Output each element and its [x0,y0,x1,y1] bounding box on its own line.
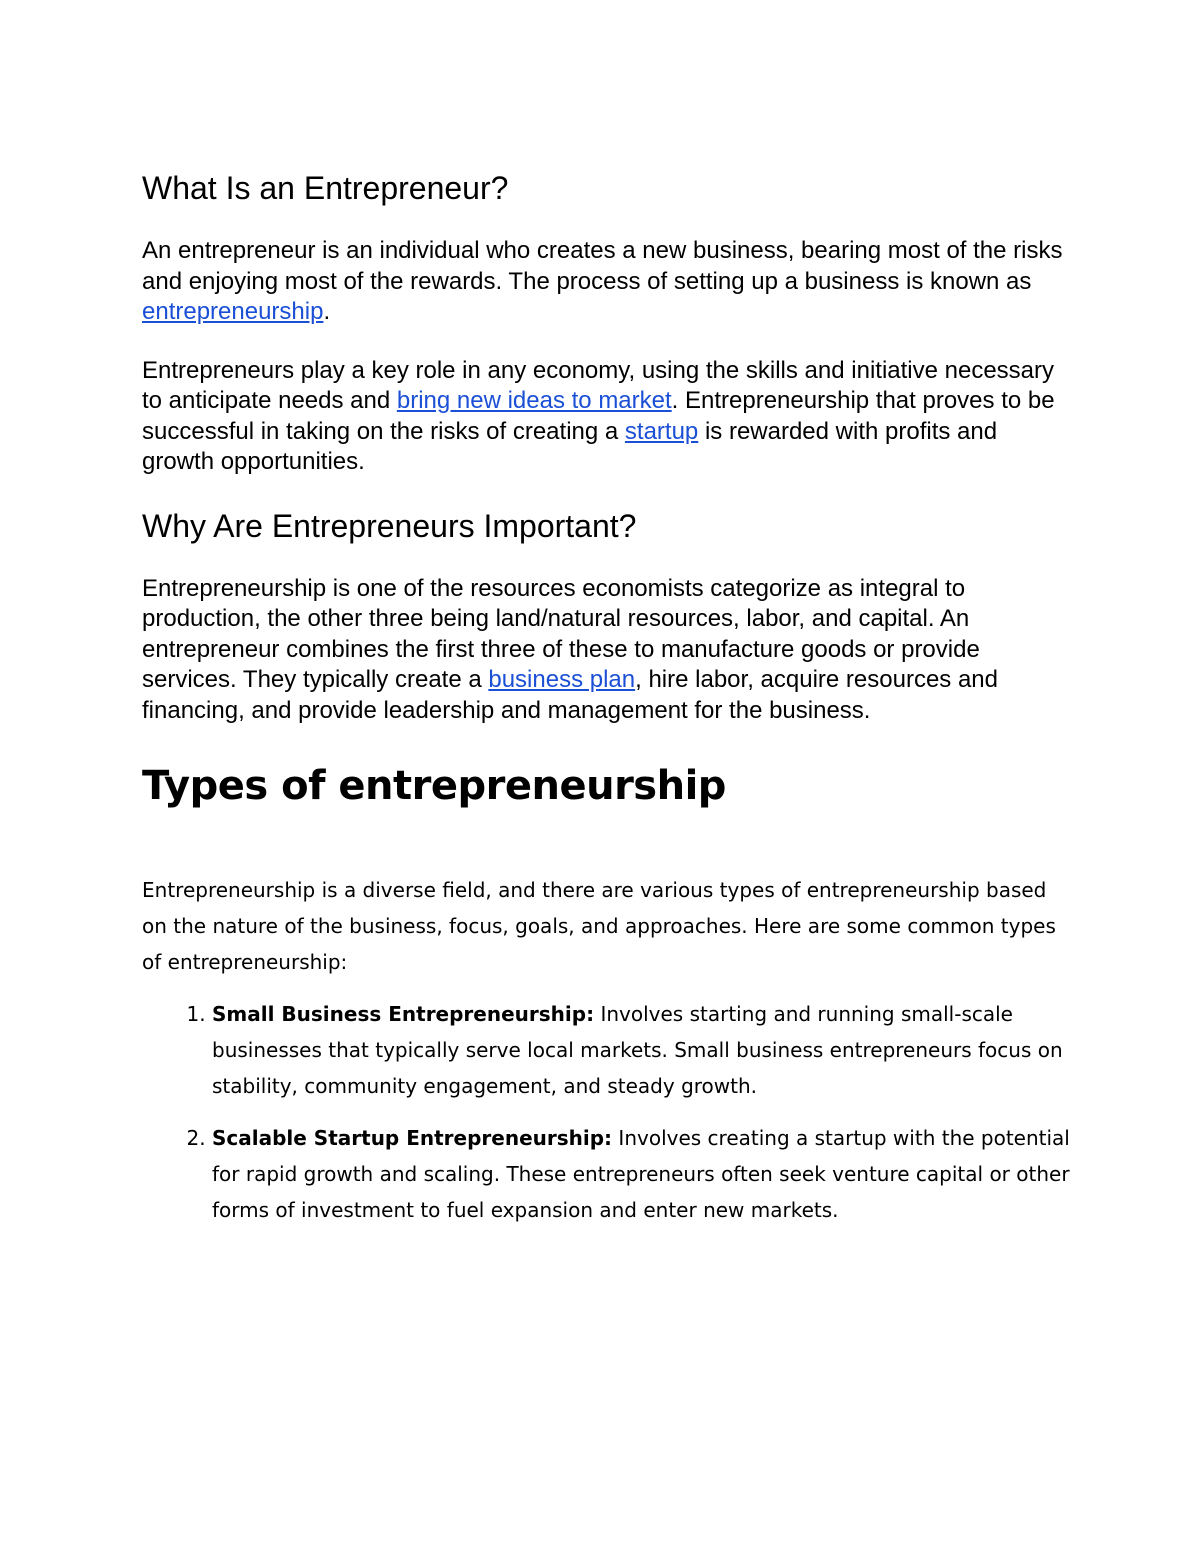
link-bring-new-ideas[interactable]: bring new ideas to market [396,387,672,414]
paragraph-text: Entrepreneurs play a key role in any economy, using the skills and initiative necessary to anticipate needs and [142,356,1055,414]
paragraph-role [142,356,1070,478]
list-item-title: Small Business Entrepreneurship: [212,1002,595,1026]
link-business-plan[interactable]: business plan [488,666,636,693]
paragraph-text: is rewarded with profits and growth opportunities. [142,417,998,475]
list-item-title: Scalable Startup Entrepreneurship: [212,1126,613,1150]
paragraph-text: Entrepreneurship is one of the resources economists categorize as integral to production, the other three being land/natural resources, labor, and capital. An entrepreneur combines the first three of these to manufacture goods or provide services. They typically create a [142,574,980,693]
heading-why-important: Why Are Entrepreneurs Important? [142,507,637,544]
heading-types-of-entrepreneurship: Types of entrepreneurship [142,763,726,809]
paragraph-definition [142,236,1070,328]
types-list [142,996,1070,1228]
paragraph-text: An entrepreneur is an individual who creates a new business, bearing most of the risks and enjoying most of the rewards. The process of setting up a business is known as [142,237,1063,295]
paragraph-text: . Entrepreneurship that proves to be successful in taking on the risks of creating a [142,387,1055,445]
list-item-text: Involves creating a startup with the potential for rapid growth and scaling. These entrepreneurs often seek venture capital or other forms of investment to fuel expansion and enter new markets. [212,1126,1070,1222]
link-startup[interactable]: startup [624,417,699,445]
paragraph-importance [142,574,1070,727]
paragraph-text: , hire labor, acquire resources and financing, and provide leadership and management for the business. [142,666,998,724]
link-entrepreneurship[interactable]: entrepreneurship [142,298,324,325]
paragraph-types-intro: Entrepreneurship is a diverse field, and there are various types of entrepreneurship based on the nature of the business, focus, goals, and approaches. Here are some common types of entrepreneurship: [142,878,1056,974]
list-item-text: Involves starting and running small-scale businesses that typically serve local markets. Small business entrepreneurs focus on stability, community engagement, and steady growth. [212,1002,1063,1098]
heading-what-is-entrepreneur: What Is an Entrepreneur? [142,170,509,206]
paragraph-text: . [323,298,331,325]
list-item [212,1120,1070,1228]
list-item [212,996,1070,1104]
